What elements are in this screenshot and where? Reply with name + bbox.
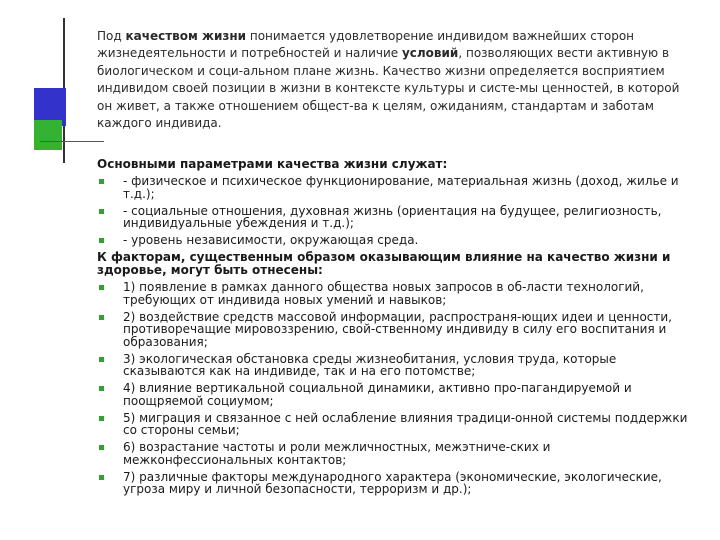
list-item	[97, 382, 702, 407]
list-item	[97, 412, 702, 437]
list-item	[97, 175, 702, 200]
bullet-icon	[99, 315, 104, 320]
bullet-icon	[99, 179, 104, 184]
list-item-text: 3) экологическая обстановка среды жизнеобитания, условия труда, которые сказываются как на индивиде, так и на его потомстве;	[123, 351, 617, 378]
main-content	[97, 158, 702, 500]
decor-green-square	[34, 120, 62, 150]
list-item	[97, 441, 702, 466]
list-item	[97, 311, 702, 349]
decor-horizontal-line	[40, 141, 104, 142]
list-item-text: 1) появление в рамках данного общества новых запросов в об-ласти технологий, требующих от индивида новых умений и навыков;	[123, 280, 644, 307]
list-item-text: 6) возрастание частоты и роли межличностных, межэтниче-ских и межконфессиональных контактов;	[123, 440, 551, 467]
intro-term-quality-of-life: качеством жизни	[125, 29, 247, 43]
intro-text: понимается удовлетворение индивидом важнейших сторон жизнедеятельности и потребностей и наличие	[97, 29, 635, 61]
list-item	[97, 471, 702, 496]
list-item-text: 5) миграция и связанное с ней ослабление влияния традици-онной системы поддержки со стороны семьи;	[123, 410, 688, 437]
list-item-text: 2) воздействие средств массовой информации, распространя-ющих идеи и ценности, противоречащие мировоззрению, свой-ственному индивиду в силу его воспитания и образования;	[123, 309, 672, 349]
bullet-icon	[99, 416, 104, 421]
intro-paragraph	[97, 28, 697, 132]
list-item	[97, 281, 702, 306]
list-item	[97, 234, 702, 247]
bullet-icon	[99, 386, 104, 391]
bullet-icon	[99, 285, 104, 290]
list-item-text: - социальные отношения, духовная жизнь (ориентация на будущее, религиозность, индивидуальные убеждения и т.д.);	[123, 203, 662, 230]
intro-text: Под	[97, 29, 126, 43]
bullet-icon	[99, 357, 104, 362]
bullet-icon	[99, 445, 104, 450]
intro-term-conditions: условий	[401, 46, 459, 61]
list-item	[97, 205, 702, 230]
list-item-text: - уровень независимости, окружающая среда.	[123, 233, 419, 247]
params-heading: Основными параметрами качества жизни служат:	[97, 157, 448, 171]
list-item-text: 7) различные факторы международного характера (экономические, экологические, угроза миру и личной безопасности, терроризм и др.);	[123, 469, 662, 496]
bullet-icon	[99, 475, 104, 480]
bullet-icon	[99, 209, 104, 214]
list-item-text: 4) влияние вертикальной социальной динамики, активно про-пагандируемой и поощряемой социумом;	[123, 381, 632, 408]
list-item-text: - физическое и психическое функционирование, материальная жизнь (доход, жилье и т.д.);	[123, 174, 679, 201]
intro-text: , позволяющих вести активную в биологическом и соци-альном плане жизнь. Качество жизни определяется восприятием индивидом своей позиции в жизни в контексте культуры и систе-мы ценностей, в которой он живет, а также отношением общест-ва к целям, ожиданиям, стандартам и заботам каждого индивида.	[97, 46, 680, 131]
bullet-icon	[99, 238, 104, 243]
list-item	[97, 353, 702, 378]
factors-heading: К факторам, существенным образом оказывающим влияние на качество жизни и здоровье, могут быть отнесены:	[97, 250, 671, 277]
